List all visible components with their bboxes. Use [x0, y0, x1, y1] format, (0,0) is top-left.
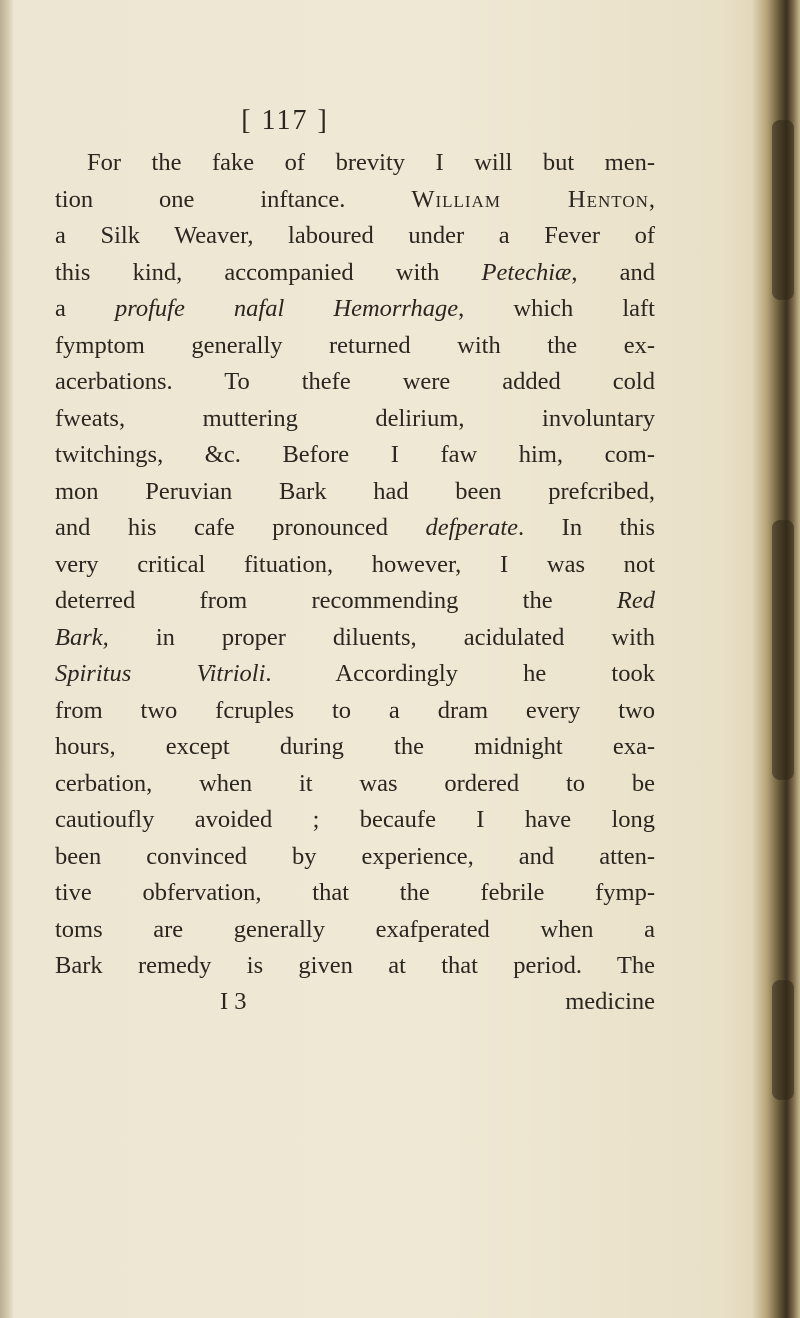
text-line: tion one inftance. William Henton, — [55, 185, 656, 213]
gutter-stain — [772, 980, 794, 1100]
text-line: this kind, accompanied with Petechiæ, and — [55, 258, 656, 286]
signature-mark: I 3 — [220, 987, 247, 1015]
text-line: a Silk Weaver, laboured under a Fever of — [55, 222, 655, 249]
text-line: cerbation, when it was ordered to be — [55, 769, 655, 797]
text-line: cautioufly avoided ; becaufe I have long — [55, 806, 655, 833]
text-line: been convinced by experience, and atten- — [55, 842, 655, 870]
page-text — [55, 105, 655, 1017]
text-line: fweats, muttering delirium, involuntary — [55, 404, 655, 432]
text-line: For the fake of brevity I will but men- — [87, 149, 655, 176]
text-line: from two fcruples to a dram every two — [55, 696, 655, 724]
text-line: mon Peruvian Bark had been prefcribed, — [55, 477, 655, 505]
text-line: Bark remedy is given at that period. The — [55, 952, 655, 979]
text-line: very critical fituation, however, I was not — [55, 550, 655, 578]
text-line: toms are generally exafperated when a — [55, 915, 655, 943]
text-line: tive obfervation, that the febrile fymp- — [55, 879, 655, 906]
gutter-stain — [772, 120, 794, 300]
book-gutter — [752, 0, 800, 1318]
catchword: medicine — [565, 987, 655, 1015]
text-line: fymptom generally returned with the ex- — [55, 331, 655, 359]
text-line: Spiritus Vitrioli. Accordingly he took — [55, 660, 655, 687]
text-line: acerbations. To thefe were added cold — [55, 368, 655, 395]
page-left-edge — [0, 0, 14, 1318]
gutter-stain — [772, 520, 794, 780]
text-line: Bark, in proper diluents, acidulated with — [55, 623, 655, 651]
page-number-header: [ 117 ] — [241, 105, 329, 136]
text-line: hours, except during the midnight exa- — [55, 733, 655, 760]
text-line: deterred from recommending the Red — [55, 587, 655, 614]
page-footer — [55, 987, 655, 1017]
text-line: and his cafe pronounced defperate. In this — [55, 514, 656, 541]
text-line: twitchings, &c. Before I faw him, com- — [55, 441, 655, 468]
text-line: a profufe nafal Hemorrhage, which laft — [55, 295, 655, 322]
